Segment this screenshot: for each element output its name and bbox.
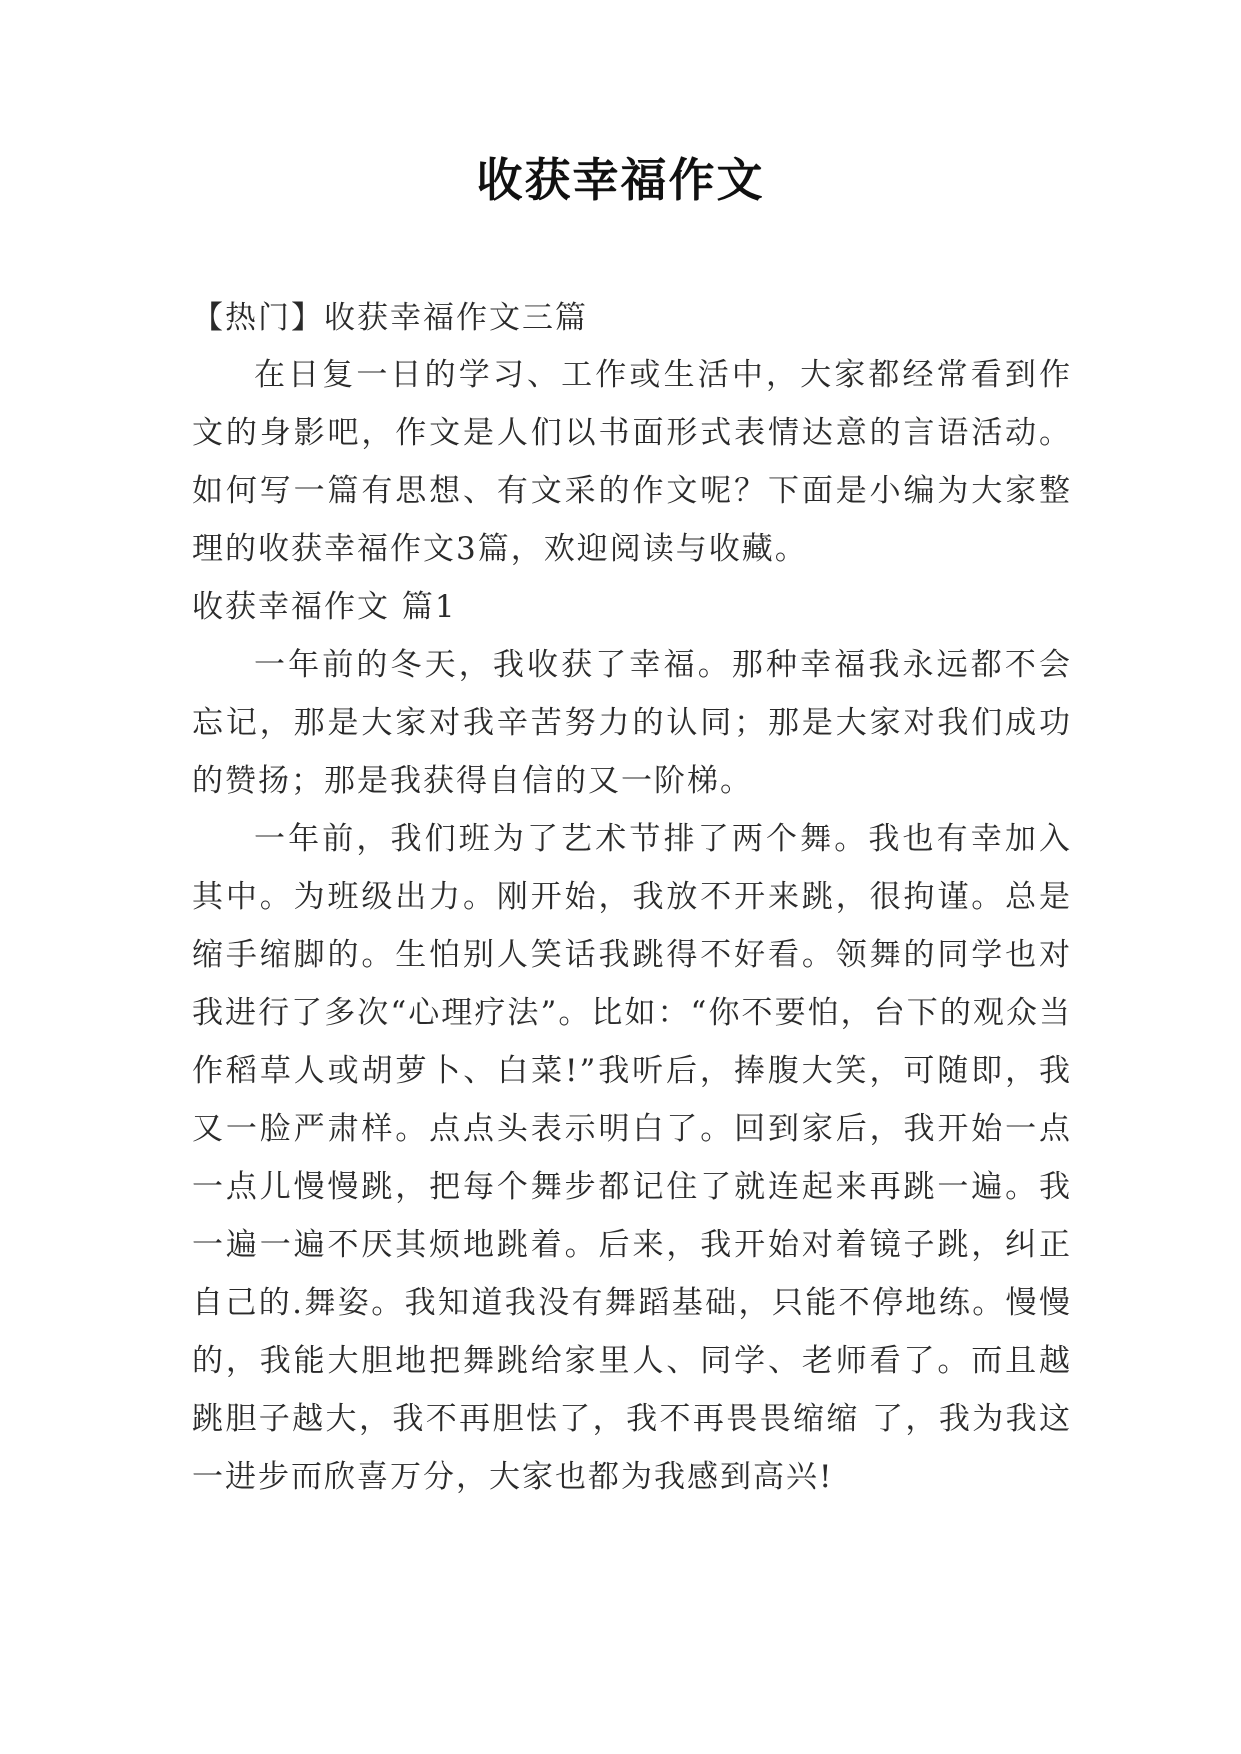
document-title: 收获幸福作文: [476, 153, 765, 207]
intro-paragraph: 在日复一日的学习、工作或生活中，大家都经常看到作文的身影吧，作文是人们以书面形式表情达意的言语活动。如何写一篇有思想、有文采的作文呢？下面是小编为大家整理的收获幸福作文3篇，欢迎阅读与收藏。: [192, 357, 1072, 567]
section-heading: 收获幸福作文 篇1: [192, 589, 457, 625]
body-paragraph-1: 一年前的冬天，我收获了幸福。那种幸福我永远都不会忘记，那是大家对我辛苦努力的认同；那是大家对我们成功的赞扬；那是我获得自信的又一阶梯。: [192, 647, 1072, 799]
document-body: [192, 290, 1072, 1506]
body-paragraph-2: 一年前，我们班为了艺术节排了两个舞。我也有幸加入其中。为班级出力。刚开始，我放不开来跳，很拘谨。总是缩手缩脚的。生怕别人笑话我跳得不好看。领舞的同学也对我进行了多次“心理疗法”。比如：“你不要怕，台下的观众当作稻草人或胡萝卜、白菜!”我听后，捧腹大笑，可随即，我又一脸严肃样。点点头表示明白了。回到家后，我开始一点一点儿慢慢跳，把每个舞步都记住了就连起来再跳一遍。我一遍一遍不厌其烦地跳着。后来，我开始对着镜子跳，纠正自己的.舞姿。我知道我没有舞蹈基础，只能不停地练。慢慢的，我能大胆地把舞跳给家里人、同学、老师看了。而且越跳胆子越大，我不再胆怯了，我不再畏畏缩缩 了，我为我这一进步而欣喜万分，大家也都为我感到高兴!: [192, 821, 1072, 1495]
document-subtitle: 【热门】收获幸福作文三篇: [192, 300, 588, 336]
